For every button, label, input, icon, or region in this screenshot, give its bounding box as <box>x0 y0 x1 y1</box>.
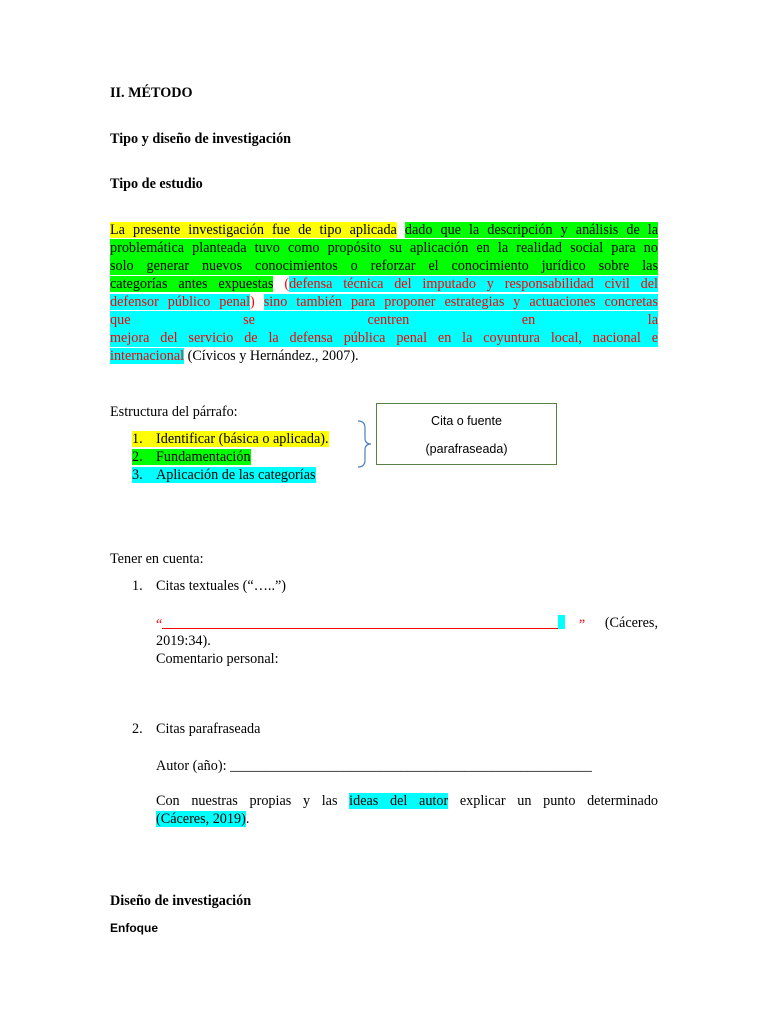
quote-citation: (Cáceres, <box>604 615 658 631</box>
structure-item-3 <box>132 466 316 484</box>
quote-open: “ <box>156 617 163 633</box>
highlight-cyan-red: sino también para proponer estrategias y actuaciones concretas <box>263 294 659 310</box>
highlight-cyan-red: defensor público penal <box>110 294 251 310</box>
highlight-cyan: (Cáceres, 2019) <box>156 811 246 827</box>
citation: (Cívicos y Hernández., 2007). <box>184 348 359 364</box>
highlight-cyan: ideas del autor <box>349 793 449 809</box>
highlight-green: categorías antes expuestas <box>110 276 274 292</box>
source-box-line-2: (parafraseada) <box>425 442 508 456</box>
structure-label: Estructura del párrafo: <box>110 404 238 420</box>
author-line: Autor (año): ___________________________________________________ <box>156 758 592 774</box>
structure-item-2 <box>132 448 251 466</box>
paragraph-line-4 <box>110 275 658 293</box>
subheading-study-type: Tipo de estudio <box>110 176 203 192</box>
enfoque-label: Enfoque <box>110 921 158 935</box>
source-box-line-1: Cita o fuente <box>431 414 502 428</box>
structure-item-1-text: 1. Identificar (básica o aplicada). <box>132 431 329 447</box>
source-box <box>376 403 557 465</box>
paragraph-line-8 <box>110 347 658 365</box>
highlight-cyan-red: internacional <box>110 348 185 364</box>
section-title: II. MÉTODO <box>110 85 193 101</box>
red-paren: ) <box>250 294 255 310</box>
quote-line <box>156 614 658 632</box>
paraphrase-line-1: Con nuestras propias y las ideas del autor explicar un punto determinado <box>156 793 659 809</box>
paragraph-line-3: solo generar nuevos conocimientos o reforzar el conocimiento jurídico sobre las <box>110 258 658 274</box>
notes-item-1: 1. Citas textuales (“…..”) <box>132 578 287 594</box>
cursor-highlight <box>558 615 565 629</box>
structure-item-1 <box>132 430 329 448</box>
paragraph-line-6: que se centren en la <box>110 312 658 328</box>
structure-item-2-text: 2. Fundamentación <box>132 449 251 465</box>
structure-item-3-text: 3. Aplicación de las categorías <box>132 467 316 483</box>
paragraph-line-7: mejora del servicio de la defensa pública penal en la coyuntura local, nacional e <box>110 330 658 346</box>
notes-item-2: 2. Citas parafraseada <box>132 721 261 737</box>
subheading-type-design: Tipo y diseño de investigación <box>110 131 292 147</box>
highlight-green: dado que la descripción y análisis de la <box>404 222 658 238</box>
paraphrase-line-2: (Cáceres, 2019). <box>156 811 250 827</box>
paragraph-line-2: problemática planteada tuvo como propósito su aplicación en la realidad social para no <box>110 240 658 256</box>
quote-citation-cont: 2019:34). <box>156 633 211 649</box>
quote-close: ” <box>578 617 586 633</box>
comment-label: Comentario personal: <box>156 651 279 667</box>
paragraph-line-1 <box>110 221 658 239</box>
quote-blank <box>162 614 558 629</box>
notes-label: Tener en cuenta: <box>110 551 204 567</box>
highlight-cyan-red: defensa técnica del imputado y responsabilidad civil del <box>289 276 658 292</box>
paragraph-line-5 <box>110 293 658 311</box>
brace-icon <box>356 420 374 468</box>
design-heading: Diseño de investigación <box>110 893 252 909</box>
red-paren: ( <box>284 276 290 292</box>
highlight-yellow: La presente investigación fue de tipo aplicada <box>110 222 397 238</box>
